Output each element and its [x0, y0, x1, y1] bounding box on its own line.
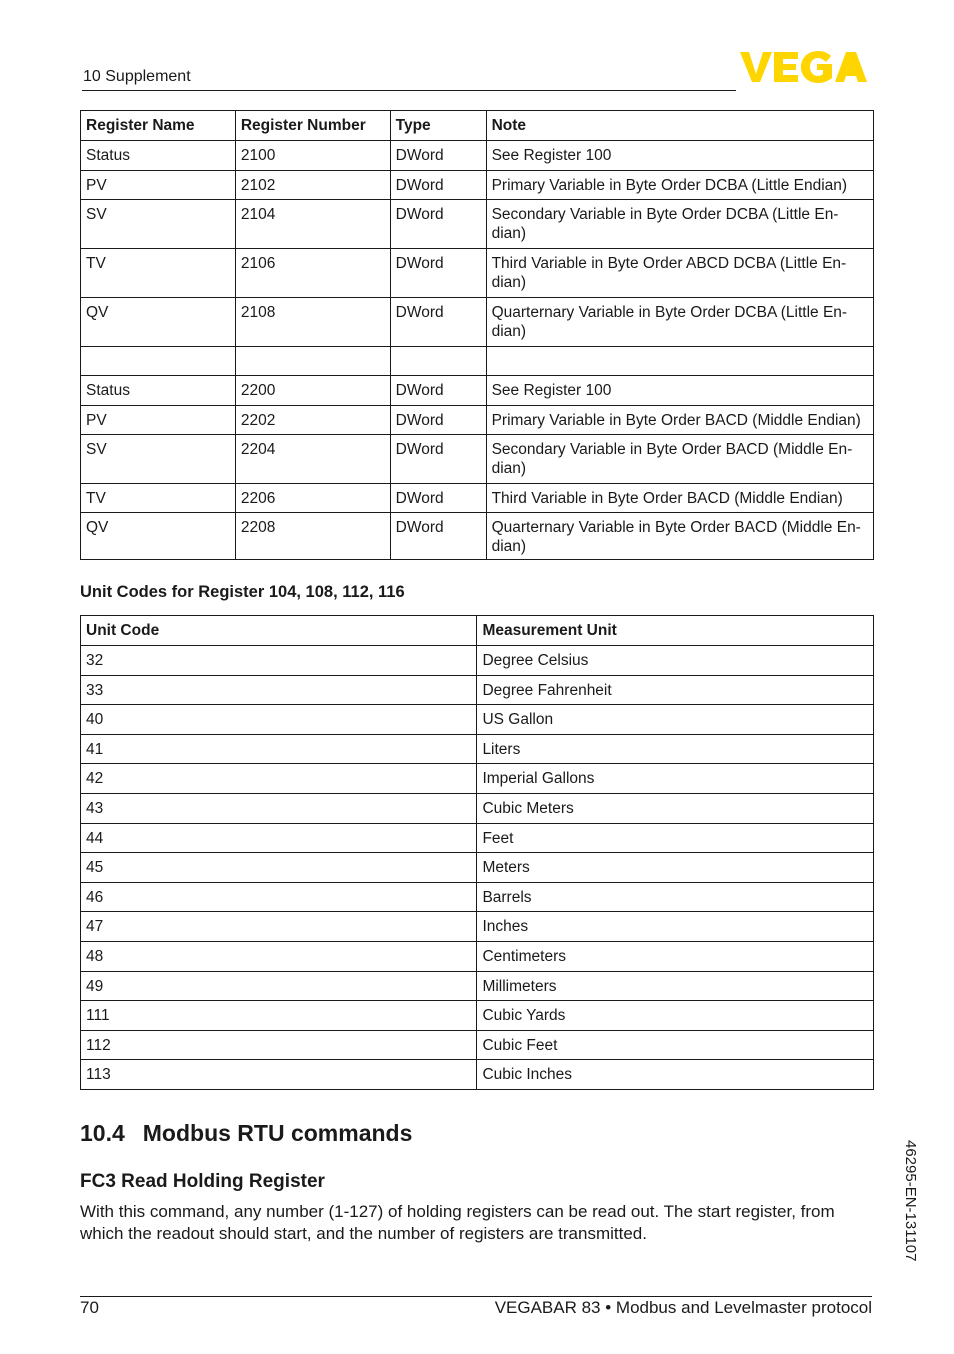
cell-unit-code: 111: [81, 1001, 477, 1031]
cell-register-number: 2106: [235, 249, 390, 298]
cell-unit-code: 112: [81, 1030, 477, 1060]
cell-unit-code: 43: [81, 793, 477, 823]
table-row: [81, 435, 874, 484]
cell-register-number: 2100: [235, 141, 390, 171]
table-row: [81, 141, 874, 171]
cell-type: DWord: [390, 484, 486, 513]
cell-note: Secondary Variable in Byte Order BACD (Middle En- dian): [486, 435, 873, 484]
cell-register-name: [81, 347, 236, 376]
cell-register-name: Status: [81, 141, 236, 171]
cell-note: See Register 100: [486, 141, 873, 171]
cell-type: DWord: [390, 376, 486, 406]
cell-measurement-unit: Millimeters: [477, 971, 874, 1001]
footer-divider: [80, 1296, 872, 1297]
section-number: 10.4: [80, 1120, 125, 1146]
col-header-register-name: Register Name: [81, 111, 236, 141]
cell-unit-code: 42: [81, 764, 477, 794]
cell-measurement-unit: Cubic Yards: [477, 1001, 874, 1031]
header-divider: [82, 90, 736, 91]
cell-register-name: QV: [81, 513, 236, 560]
cell-measurement-unit: Imperial Gallons: [477, 764, 874, 794]
table-row: [81, 1030, 874, 1060]
cell-type: DWord: [390, 200, 486, 249]
table-row: [81, 971, 874, 1001]
col-header-type: Type: [390, 111, 486, 141]
cell-register-number: 2206: [235, 484, 390, 513]
cell-register-number: [235, 347, 390, 376]
col-header-unit-code: Unit Code: [81, 616, 477, 646]
col-header-register-number: Register Number: [235, 111, 390, 141]
table-row: [81, 882, 874, 912]
page-number: 70: [80, 1298, 99, 1317]
table-row: [81, 1060, 874, 1090]
cell-note: Secondary Variable in Byte Order DCBA (Little En- dian): [486, 200, 873, 249]
cell-unit-code: 33: [81, 675, 477, 705]
cell-register-name: QV: [81, 298, 236, 347]
cell-register-number: 2200: [235, 376, 390, 406]
table-row: [81, 298, 874, 347]
cell-register-number: 2202: [235, 406, 390, 435]
subsection-heading: FC3 Read Holding Register: [80, 1171, 325, 1192]
table-row: [81, 646, 874, 676]
table-row: [81, 675, 874, 705]
cell-register-name: PV: [81, 171, 236, 200]
table-row: [81, 200, 874, 249]
cell-unit-code: 113: [81, 1060, 477, 1090]
cell-note: Third Variable in Byte Order BACD (Middle Endian): [486, 484, 873, 513]
table-row: [81, 764, 874, 794]
cell-unit-code: 46: [81, 882, 477, 912]
cell-unit-code: 32: [81, 646, 477, 676]
cell-register-number: 2108: [235, 298, 390, 347]
footer-document-title: VEGABAR 83 • Modbus and Levelmaster protocol: [494, 1298, 872, 1317]
cell-type: DWord: [390, 171, 486, 200]
col-header-measurement-unit: Measurement Unit: [477, 616, 874, 646]
cell-measurement-unit: Cubic Feet: [477, 1030, 874, 1060]
cell-measurement-unit: Cubic Inches: [477, 1060, 874, 1090]
table-row: [81, 513, 874, 560]
body-paragraph: With this command, any number (1-127) of holding registers can be read out. The start register, from which the readout should start, and the number of registers are transmitted.: [80, 1202, 835, 1243]
table-row: [81, 484, 874, 513]
cell-type: DWord: [390, 435, 486, 484]
doc-code-container: [902, 1140, 922, 1290]
cell-register-number: 2102: [235, 171, 390, 200]
vega-logo: [740, 50, 874, 84]
document-code: 46295-EN-131107: [902, 1140, 919, 1262]
cell-measurement-unit: Inches: [477, 912, 874, 942]
cell-register-name: SV: [81, 200, 236, 249]
cell-type: DWord: [390, 298, 486, 347]
cell-measurement-unit: Cubic Meters: [477, 793, 874, 823]
table-row: [81, 171, 874, 200]
table-row: [81, 853, 874, 883]
cell-measurement-unit: Degree Celsius: [477, 646, 874, 676]
table-row: [81, 705, 874, 735]
register-table: [80, 110, 874, 560]
table-row: [81, 376, 874, 406]
cell-register-name: TV: [81, 249, 236, 298]
cell-measurement-unit: US Gallon: [477, 705, 874, 735]
cell-unit-code: 45: [81, 853, 477, 883]
table-row: [81, 347, 874, 376]
cell-note: Primary Variable in Byte Order BACD (Middle Endian): [486, 406, 873, 435]
cell-type: DWord: [390, 141, 486, 171]
cell-measurement-unit: Centimeters: [477, 941, 874, 971]
cell-note: Quarternary Variable in Byte Order DCBA (Little En- dian): [486, 298, 873, 347]
cell-register-name: PV: [81, 406, 236, 435]
cell-register-name: Status: [81, 376, 236, 406]
cell-unit-code: 44: [81, 823, 477, 853]
cell-note: Primary Variable in Byte Order DCBA (Little Endian): [486, 171, 873, 200]
table-row: [81, 941, 874, 971]
cell-unit-code: 47: [81, 912, 477, 942]
cell-register-name: SV: [81, 435, 236, 484]
cell-measurement-unit: Liters: [477, 734, 874, 764]
cell-note: Quarternary Variable in Byte Order BACD (Middle En- dian): [486, 513, 873, 560]
cell-register-number: 2104: [235, 200, 390, 249]
cell-unit-code: 40: [81, 705, 477, 735]
col-header-note: Note: [486, 111, 873, 141]
header-section-label: 10 Supplement: [83, 68, 191, 85]
unit-codes-table: [80, 615, 874, 1090]
cell-measurement-unit: Degree Fahrenheit: [477, 675, 874, 705]
unit-codes-header-row: [81, 616, 874, 646]
cell-register-number: 2204: [235, 435, 390, 484]
table-row: [81, 1001, 874, 1031]
cell-unit-code: 41: [81, 734, 477, 764]
cell-type: DWord: [390, 513, 486, 560]
cell-note: See Register 100: [486, 376, 873, 406]
table-row: [81, 406, 874, 435]
cell-note: [486, 347, 873, 376]
table-row: [81, 912, 874, 942]
cell-unit-code: 48: [81, 941, 477, 971]
register-table-header-row: [81, 111, 874, 141]
cell-measurement-unit: Feet: [477, 823, 874, 853]
unit-codes-title: Unit Codes for Register 104, 108, 112, 116: [80, 583, 405, 601]
cell-type: DWord: [390, 249, 486, 298]
section-heading: [80, 1120, 412, 1147]
cell-type: [390, 347, 486, 376]
table-row: [81, 734, 874, 764]
table-row: [81, 823, 874, 853]
table-row: [81, 793, 874, 823]
cell-register-number: 2208: [235, 513, 390, 560]
cell-register-name: TV: [81, 484, 236, 513]
cell-measurement-unit: Meters: [477, 853, 874, 883]
cell-measurement-unit: Barrels: [477, 882, 874, 912]
cell-note: Third Variable in Byte Order ABCD DCBA (Little En- dian): [486, 249, 873, 298]
cell-unit-code: 49: [81, 971, 477, 1001]
cell-type: DWord: [390, 406, 486, 435]
table-row: [81, 249, 874, 298]
section-title: Modbus RTU commands: [142, 1120, 413, 1146]
